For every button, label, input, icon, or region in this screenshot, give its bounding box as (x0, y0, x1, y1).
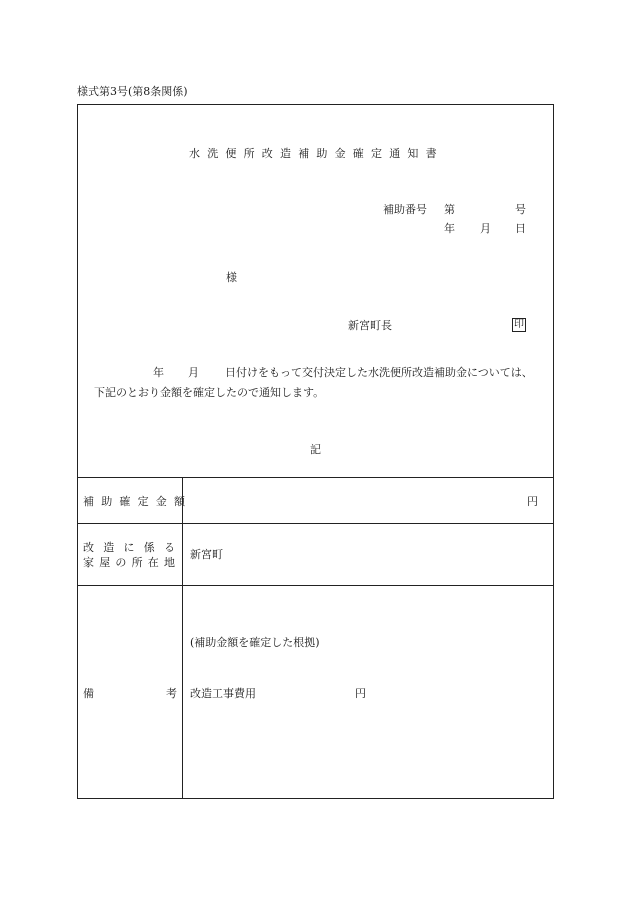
table-row2-bottom-line (77, 585, 554, 586)
body-line2: 下記のとおり金額を確定したので通知します。 (94, 386, 325, 399)
basis-title: (補助金額を確定した根拠) (190, 636, 320, 649)
date-year: 年 (444, 222, 455, 235)
row2-label-line2 (83, 557, 175, 568)
row1-label: 補助確定金額 (83, 495, 193, 508)
date-month: 月 (480, 222, 491, 235)
row2-label-char: 家 (83, 556, 94, 569)
row2-value: 新宮町 (190, 548, 223, 561)
row2-label-char: の (115, 556, 127, 569)
issuer-name: 新宮町長 (348, 319, 392, 332)
row2-label-char: 屋 (99, 556, 111, 569)
row3-label-right: 考 (166, 687, 177, 700)
addressee-sama: 様 (226, 271, 237, 284)
row2-label-char: に (123, 541, 135, 554)
form-reference: 様式第3号(第8条関係) (77, 85, 188, 98)
row2-label-line1 (83, 542, 175, 553)
number-dai: 第 (444, 203, 455, 216)
body-line1: 日付けをもって交付決定した水洗便所改造補助金については、 (225, 366, 533, 379)
table-top-line (77, 477, 554, 478)
cost-label: 改造工事費用 (190, 687, 256, 700)
document-title: 水洗便所改造補助金確定通知書 (189, 147, 444, 160)
row2-label-char: 所 (131, 556, 143, 569)
row2-label-char: 造 (103, 541, 115, 554)
row1-unit: 円 (527, 495, 538, 508)
row2-label-char: 改 (83, 541, 94, 554)
number-label: 補助番号 (383, 203, 427, 216)
row2-label-char: 係 (143, 541, 155, 554)
row2-label-char: 在 (147, 556, 159, 569)
row3-label-left: 備 (83, 687, 94, 700)
table-column-divider (182, 477, 183, 799)
row2-label-char: 地 (163, 556, 175, 569)
table-row1-bottom-line (77, 523, 554, 524)
row2-label-char: る (164, 541, 175, 554)
seal-box: 印 (514, 319, 524, 330)
body-month: 月 (188, 366, 199, 379)
cost-unit: 円 (355, 687, 366, 700)
date-day: 日 (515, 222, 526, 235)
number-go: 号 (515, 203, 526, 216)
ki-mark: 記 (310, 443, 321, 456)
body-year: 年 (153, 366, 164, 379)
